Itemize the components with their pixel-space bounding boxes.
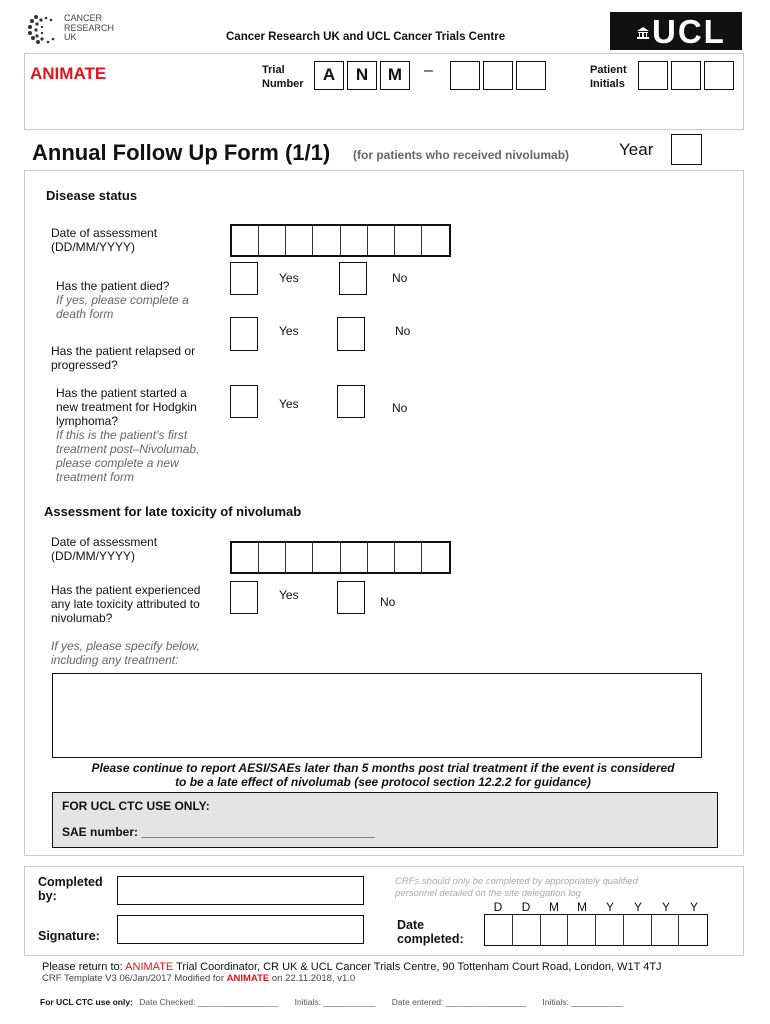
- died-no-checkbox[interactable]: [339, 262, 367, 295]
- relapsed-q-2: progressed?: [51, 358, 118, 372]
- toxicity-heading: Assessment for late toxicity of nivolumab: [44, 504, 302, 519]
- initial-box-2[interactable]: [671, 61, 701, 90]
- delegation-note-2: personnel detailed on the site delegation log: [395, 888, 581, 899]
- form-title: Annual Follow Up Form (1/1): [32, 140, 331, 165]
- relapsed-question: [51, 344, 195, 372]
- initials-label-line2: Initials: [590, 78, 625, 90]
- relapsed-no-checkbox[interactable]: [337, 317, 365, 351]
- date-letter-m2: M: [577, 900, 587, 914]
- died-note-2: death form: [56, 307, 114, 321]
- tox-details-textarea[interactable]: [52, 673, 702, 758]
- new-tx-q-3: lymphoma?: [56, 414, 119, 428]
- tox-yes-checkbox[interactable]: [230, 581, 258, 614]
- date-completed-1: Date: [397, 918, 425, 932]
- date-letter-d1: D: [493, 900, 503, 914]
- new-tx-note-2: treatment post–Nivolumab,: [56, 442, 200, 456]
- date-letter-d2: D: [521, 900, 531, 914]
- died-note: [56, 293, 189, 321]
- tox-no-checkbox[interactable]: [337, 581, 365, 614]
- signature-input[interactable]: [117, 915, 364, 944]
- return-study: ANIMATE: [125, 961, 174, 973]
- tox-warning-2: to be a late effect of nivolumab (see protocol section 12.2.2 for guidance): [175, 775, 591, 789]
- date-checked-field: Date Checked: _________________: [139, 997, 279, 1007]
- ucl-logo: [610, 12, 742, 50]
- new-tx-no-checkbox[interactable]: [337, 385, 365, 418]
- died-question: Has the patient died?: [56, 279, 170, 293]
- delegation-note: [395, 876, 638, 900]
- new-tx-yes-label: Yes: [279, 397, 299, 411]
- logo-line-3: UK: [64, 32, 77, 42]
- sae-number-field[interactable]: SAE number: ___________________________________: [62, 825, 375, 839]
- new-tx-note-3: please complete a new: [56, 456, 179, 470]
- ds-date-input[interactable]: [230, 224, 451, 257]
- trial-prefix-a: A: [314, 61, 344, 90]
- tox-warning: [38, 761, 728, 789]
- new-tx-q-2: new treatment for Hodgkin: [56, 400, 197, 414]
- date-letter-y4: Y: [689, 900, 698, 914]
- form-subtitle: (for patients who received nivolumab): [353, 148, 570, 162]
- initial-box-1[interactable]: [638, 61, 668, 90]
- initials-label-line1: Patient: [590, 64, 627, 76]
- trial-digit-2[interactable]: [483, 61, 513, 90]
- initial-box-3[interactable]: [704, 61, 734, 90]
- cruk-logo-mark: [26, 12, 60, 46]
- ds-date-label-2: (DD/MM/YYYY): [51, 240, 135, 254]
- died-no-label: No: [392, 271, 408, 285]
- date-completed-input[interactable]: [484, 914, 708, 946]
- template-version: [42, 972, 355, 986]
- ds-date-label-1: Date of assessment: [51, 226, 158, 240]
- died-note-1: If yes, please complete a: [56, 293, 189, 307]
- completed-by-1: Completed: [38, 875, 103, 889]
- centre-title: Cancer Research UK and UCL Cancer Trials Centre: [226, 31, 506, 43]
- completed-by-label: [38, 875, 103, 903]
- relapsed-q-1: Has the patient relapsed or: [51, 344, 196, 358]
- delegation-note-1: CRFs should only be completed by appropriately qualified: [395, 876, 638, 887]
- date-letter-y2: Y: [633, 900, 642, 914]
- trial-digit-3[interactable]: [516, 61, 546, 90]
- trial-number-label: [262, 63, 304, 91]
- trial-prefix-m: M: [380, 61, 410, 90]
- relapsed-no-label: No: [395, 324, 411, 338]
- date-entered-field: Date entered: _________________: [391, 997, 527, 1007]
- new-tx-yes-checkbox[interactable]: [230, 385, 258, 418]
- trial-digit-1[interactable]: [450, 61, 480, 90]
- date-letter-y3: Y: [661, 900, 670, 914]
- tox-q-1: Has the patient experienced: [51, 583, 201, 597]
- relapsed-yes-label: Yes: [279, 324, 299, 338]
- initials2-field: Initials: ___________: [542, 997, 624, 1007]
- died-yes-label: Yes: [279, 271, 299, 285]
- tox-date-input[interactable]: [230, 541, 451, 574]
- date-completed-label: [397, 918, 464, 946]
- completed-by-input[interactable]: [117, 876, 364, 905]
- cruk-logo: [26, 12, 126, 46]
- template-post: on 22.11.2018, v1.0: [269, 973, 356, 984]
- ds-date-label: [51, 226, 157, 254]
- new-tx-question: [56, 386, 197, 428]
- logo-line-1: CANCER: [64, 13, 103, 23]
- signature-label: Signature:: [38, 929, 100, 943]
- logo-line-2: RESEARCH: [64, 22, 115, 33]
- new-tx-q-1: Has the patient started a: [56, 386, 187, 400]
- template-study: ANIMATE: [226, 973, 270, 984]
- trial-dash: –: [424, 62, 433, 79]
- tox-specify-note: [51, 639, 200, 667]
- tox-yes-label: Yes: [279, 588, 299, 602]
- tox-date-label-2: (DD/MM/YYYY): [51, 549, 135, 563]
- new-tx-note-1: If this is the patient’s first: [56, 428, 188, 442]
- tox-q-2: any late toxicity attributed to: [51, 597, 200, 611]
- relapsed-yes-checkbox[interactable]: [230, 317, 258, 351]
- trial-label-line1: Trial: [262, 64, 285, 76]
- tox-warning-1: Please continue to report AESI/SAEs later than 5 months post trial treatment if the event is considered: [91, 761, 675, 775]
- ucl-logo-text: UCL: [652, 13, 726, 50]
- initials1-field: Initials: ___________: [294, 997, 376, 1007]
- portico-icon: [636, 27, 650, 39]
- tox-specify-2: including any treatment:: [51, 653, 179, 667]
- ctc-use-title: FOR UCL CTC USE ONLY:: [62, 799, 210, 813]
- return-post: Trial Coordinator, CR UK & UCL Cancer Trials Centre, 90 Tottenham Court Road, London, W1T 4TJ: [173, 961, 662, 973]
- new-tx-no-label: No: [392, 401, 408, 415]
- tox-date-label-1: Date of assessment: [51, 535, 158, 549]
- date-letter-m1: M: [549, 900, 559, 914]
- ctc-footer-row: [40, 995, 623, 1009]
- patient-initials-label: [590, 63, 627, 91]
- tox-q-3: nivolumab?: [51, 611, 113, 625]
- trial-label-line2: Number: [262, 78, 304, 90]
- died-yes-checkbox[interactable]: [230, 262, 258, 295]
- ctc-use-box: [52, 792, 718, 848]
- study-name: ANIMATE: [30, 64, 107, 83]
- disease-status-heading: Disease status: [46, 188, 138, 203]
- tox-question: [51, 583, 200, 625]
- date-letters: [484, 900, 708, 914]
- tox-date-label: [51, 535, 157, 563]
- tox-no-label: No: [380, 595, 396, 609]
- year-label: Year: [619, 140, 654, 159]
- date-letter-y1: Y: [605, 900, 614, 914]
- year-box[interactable]: [671, 134, 702, 165]
- template-pre: CRF Template V3 06/Jan/2017 Modified for: [42, 973, 227, 984]
- new-tx-note: [56, 428, 199, 484]
- completed-by-2: by:: [38, 889, 57, 903]
- tox-specify-1: If yes, please specify below,: [51, 639, 200, 653]
- return-pre: Please return to:: [42, 961, 126, 973]
- ctc-only-label: For UCL CTC use only:: [40, 997, 133, 1007]
- date-completed-2: completed:: [397, 932, 464, 946]
- trial-prefix-n: N: [347, 61, 377, 90]
- new-tx-note-4: treatment form: [56, 470, 135, 484]
